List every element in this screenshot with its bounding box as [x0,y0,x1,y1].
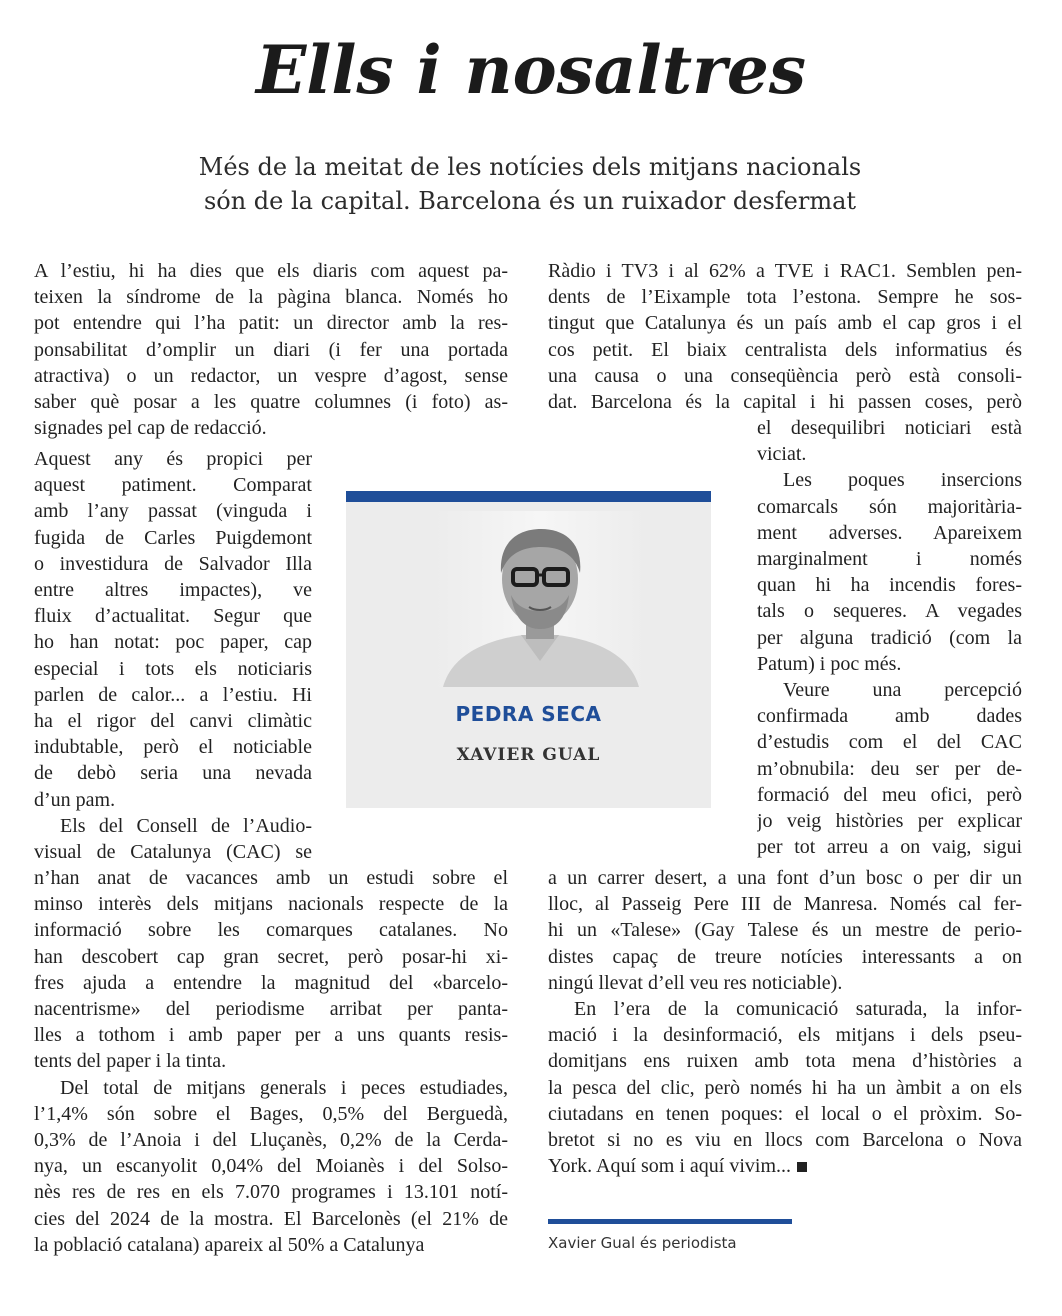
text-line: han descobert cap gran secret, però posar-hi xi- [34,945,508,968]
text-line: cies del 2024 de la mostra. El Barcelonès (el 21% de [34,1207,508,1230]
text-line: Els del Consell de l’Audio- [60,814,312,837]
text-line: tals o sequeres. A vegades [757,600,1022,623]
text-line: nya, un escanyolit 0,04% del Moianès i del Solso- [34,1155,508,1178]
text-line: dents de l’Eixample tota l’estona. Sempre he sos- [548,286,1022,309]
text-line: n’han anat de vacances amb un estudi sobre el [34,867,508,889]
text-line: En l’era de la comunicació saturada, la infor- [574,998,1022,1021]
article-title: Ells i nosaltres [255,31,807,109]
text-line: lloc, al Passeig Pere III de Manresa. Només cal fer- [548,893,1022,916]
text-line: amb l’any passat (vinguda i [34,500,312,523]
text-line: per tot arreu a on vaig, sigui [757,836,1022,859]
text-line: teixen la síndrome de la pàgina blanca. Només ho [34,286,508,309]
text-line: lles a tothom i amb paper per a uns quants resis- [34,1024,508,1047]
text-line: Ràdio i TV3 i al 62% a TVE i RAC1. Semblen pen- [548,260,1022,282]
text-line: informació sobre les comarques catalanes. No [34,919,508,942]
column-left-narrow [34,446,312,865]
text-line: dat. Barcelona és la capital i hi passen coses, però [548,391,1022,414]
text-line: cos petit. El biaix centralista dels informatius és [548,338,1022,361]
text-line: bretot si no es viu en llocs com Barcelona o Nova [548,1129,1022,1152]
text-line: fugida de Carles Puigdemont [34,526,312,549]
text-line: Aquest any és propici per [34,448,312,470]
text-line: Del total de mitjans generals i peces estudiades, [60,1076,508,1099]
text-line: ningú llevat d’ell veu res noticiable). [548,971,843,994]
text-line: minso interès dels mitjans nacionals respecte de la [34,893,508,916]
text-line: parlen de calor... a l’estiu. Hi [34,683,312,706]
text-line: distes capaç de treure notícies interessants a on [548,945,1022,968]
text-line: o investidura de Salvador Illa [34,552,312,575]
text-line: Les poques insercions [783,469,1022,492]
text-line: Veure una percepció [783,679,1022,702]
text-line: a un carrer desert, a una font d’un bosc o per dir un [548,867,1022,889]
text-line: ponsabilitat d’omplir un diari (i fer una portada [34,338,508,361]
text-line: ho han notat: poc paper, cap [34,631,312,654]
columnist-box-bar [346,491,711,502]
text-line: comarcals són majoritària- [757,495,1022,518]
text-line: hi un «Talese» (Gay Talese és un mestre de perio- [548,919,1022,942]
text-line: entre altres impactes), ve [34,579,312,602]
text-line: fluix d’actualitat. Segur que [34,605,312,628]
text-line: especial i tots els noticiaris [34,657,312,680]
text-line: quan hi ha incendis fores- [757,574,1022,597]
text-line: A l’estiu, hi ha dies que els diaris com aquest pa- [34,260,508,282]
text-line: tents del paper i la tinta. [34,1050,227,1073]
text-line: nès res de res en els 7.070 programes i 13.101 notí- [34,1181,508,1204]
text-line: jo veig històries per explicar [757,810,1022,833]
text-line: el desequilibri noticiari està [757,417,1022,439]
text-line: viciat. [757,443,807,466]
text-line: formació del meu ofici, però [757,783,1022,806]
column-left-top [34,258,508,441]
text-line: York. Aquí som i aquí vivim... [548,1153,1022,1179]
text-line: indubtable, però el noticiable [34,736,312,759]
text-line: 0,3% de l’Anoia i del Lluçanès, 0,2% de la Cerda- [34,1129,508,1152]
author-bio: Xavier Gual és periodista [548,1234,737,1252]
columnist-box [346,491,711,808]
text-line: Patum) i poc més. [757,652,902,675]
author-name: XAVIER GUAL [456,745,601,765]
column-right-narrow [757,415,1022,860]
column-right-top [548,258,1022,415]
text-line: atractiva) o un redactor, un vespre d’agost, sense [34,364,508,387]
text-line: la població catalana) apareix al 50% a Catalunya [34,1233,425,1256]
text-line: fres ajuda a entendre la magnitud del «barcelo- [34,971,508,994]
text-line: pot entendre qui l’ha patit: un director amb la res- [34,312,508,335]
article-subtitle [100,150,960,218]
subtitle-line: són de la capital. Barcelona és un ruixador desfermat [203,187,857,215]
text-line: marginalment i només [757,548,1022,571]
text-line: aquest patiment. Comparat [34,474,312,497]
text-line: l’1,4% són sobre el Bages, 0,5% del Berguedà, [34,1102,508,1125]
end-of-article-mark [797,1162,807,1172]
text-line: mació i la desinformació, els mitjans i dels pseu- [548,1024,1022,1047]
text-line: domitjans ens ruixen amb tota mena d’històries a [548,1050,1022,1073]
text-line: d’estudis com el del CAC [757,731,1022,754]
text-line: ha el rigor del canvi climàtic [34,710,312,733]
column-right-bottom [548,865,1022,1179]
text-line: una causa o una conseqüència però està consoli- [548,364,1022,387]
text-line: la pesca del clic, però només hi ha un àmbit a on els [548,1076,1022,1099]
subtitle-line: Més de la meitat de les notícies dels mitjans nacionals [198,153,862,181]
text-line: saber què posar a les quatre columnes (i foto) as- [34,391,508,414]
text-line: tingut que Catalunya és un país amb el cap gros i el [548,312,1022,335]
footer-rule [548,1219,792,1224]
text-line: visual de Catalunya (CAC) se [34,841,312,864]
text-line: nacentrisme» del periodisme arribat per panta- [34,998,508,1021]
text-line: per alguna tradició (com la [757,626,1022,649]
text-line: de debò seria una nevada [34,762,312,785]
column-left-bottom [34,865,508,1258]
text-line: m’obnubila: deu ser per de- [757,757,1022,780]
text-line: confirmada amb dades [757,705,1022,728]
text-line: d’un pam. [34,788,116,811]
columnist-photo [433,511,647,687]
text-line: ment adverses. Apareixem [757,521,1022,544]
text-line: ciutadans en tenen poques: el local o el pròxim. So- [548,1102,1022,1125]
text-line: signades pel cap de redacció. [34,417,267,440]
section-label: PEDRA SECA [455,702,602,726]
